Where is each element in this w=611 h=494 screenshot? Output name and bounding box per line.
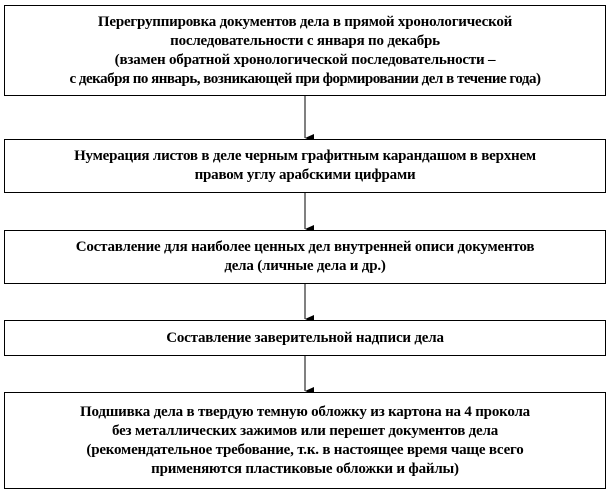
step-bind-case	[4, 392, 606, 489]
step-text-line: Составление для наиболее ценных дел внутренней описи документов	[75, 239, 535, 255]
step-text-line: последовательности с января по декабрь	[170, 32, 440, 49]
step-text-line: дела (личные дела и др.)	[224, 258, 386, 274]
step-text-line: (взамен обратной хронологической последовательности –	[114, 51, 496, 68]
step-text-line: применяются пластиковые обложки и файлы)	[151, 460, 459, 477]
step-text-line: Составление заверительной надписи дела	[166, 329, 444, 346]
step-text-line: (рекомендательное требование, т.к. в настоящее время чаще всего	[86, 441, 524, 458]
step-number-sheets	[4, 139, 606, 193]
step-text-line: правом углу арабскими цифрами	[194, 167, 416, 183]
step-text-line: Перегруппировка документов дела в прямой хронологической	[97, 13, 513, 30]
step-text-line: с декабря по январь, возникающей при формировании дел в течение года)	[69, 70, 541, 87]
step-internal-inventory	[4, 230, 606, 284]
step-text-line: без металлических зажимов или перешет документов дела	[111, 422, 499, 439]
step-certification-note	[4, 320, 606, 356]
step-text-line: Подшивка дела в твердую темную обложку из картона на 4 прокола	[80, 403, 530, 420]
step-regroup-documents	[4, 5, 606, 96]
step-text-line: Нумерация листов в деле черным графитным карандашом в верхнем	[74, 148, 536, 164]
